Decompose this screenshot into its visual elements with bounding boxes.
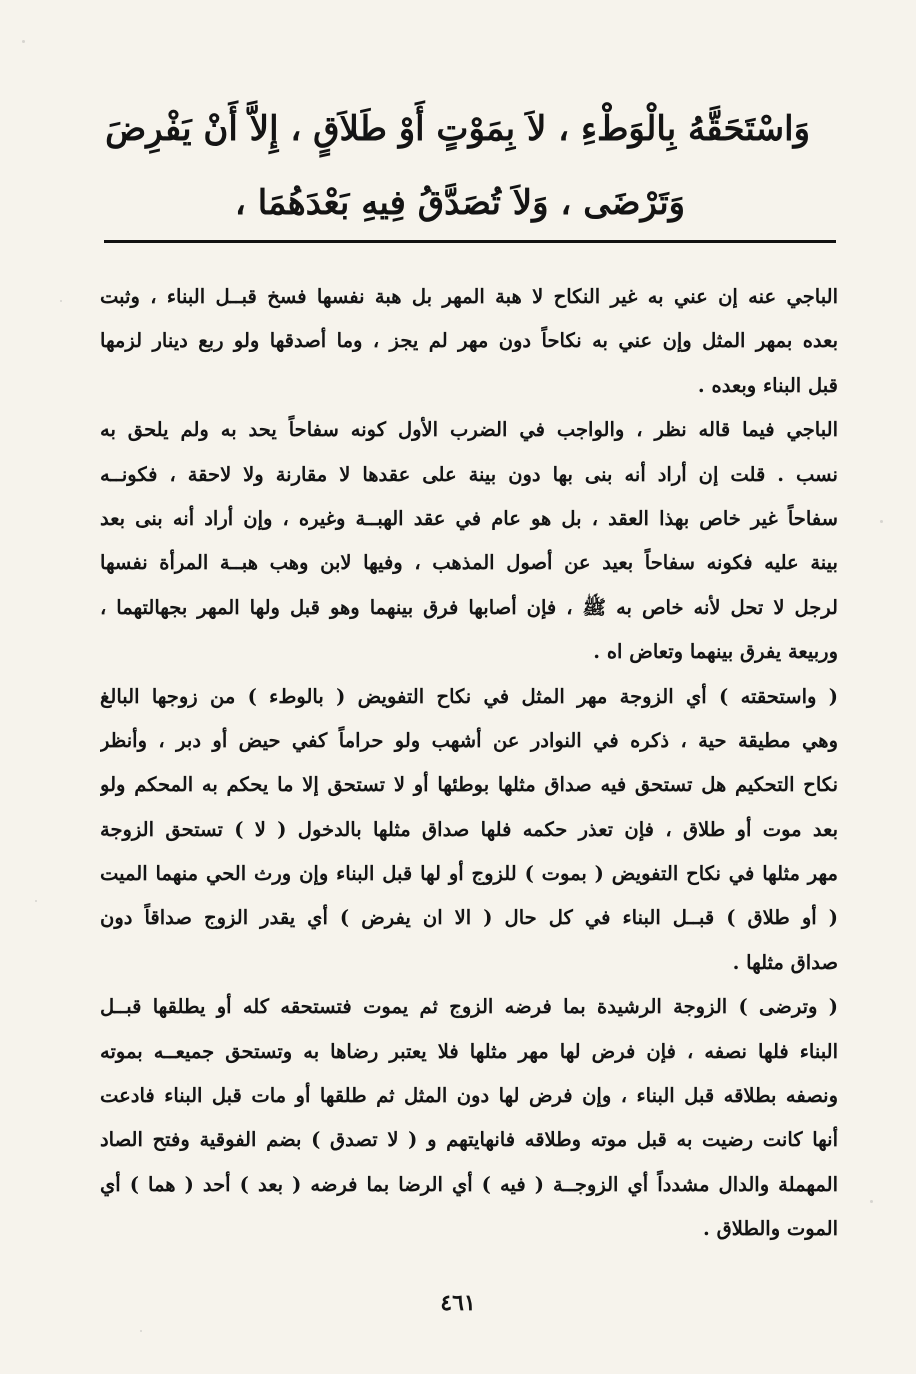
text-line: بعد موت أو طلاق ، فإن تعذر حكمه فلها صداق مثلها بالدخول ( لا ) تستحق الزوجة bbox=[100, 817, 838, 841]
text-line: بينة عليه فكونه سفاحاً بعيد عن أصول المذهب ، وفيها لابن وهب هبــة المرأة نفسها bbox=[100, 551, 838, 575]
scan-speck bbox=[140, 1330, 142, 1332]
text-line: ( واستحقته ) أي الزوجة مهر المثل في نكاح التفويض ( بالوطء ) من زوجها البالغ bbox=[100, 684, 838, 708]
text-line: صداق مثلها . bbox=[732, 950, 838, 974]
scan-speck bbox=[22, 40, 25, 43]
page-number: ٤٦١ bbox=[440, 1290, 476, 1316]
text-line: ( أو طلاق ) قبــل البناء في كل حال ( الا ان يفرض ) أي يقدر الزوج صداقاً دون bbox=[100, 906, 838, 930]
text-line: أنها كانت رضيت به قبل موته وطلاقه فانهايتهم و ( لا تصدق ) بضم الفوقية وفتح الصاد bbox=[100, 1128, 838, 1152]
text-line: ( وترضى ) الزوجة الرشيدة بما فرضه الزوج ثم يموت فتستحقه كله أو يطلقها قبــل bbox=[100, 995, 838, 1019]
text-line: وهي مطيقة حية ، ذكره في النوادر عن أشهب ولو حراماً كفي حيض أو دبر ، وأنظر bbox=[100, 728, 838, 752]
matn-verse bbox=[105, 92, 810, 240]
text-line: نكاح التحكيم هل تستحق فيه صداق مثلها بوطئها أو لا تستحق إلا ما يحكم به المحكم ولو bbox=[100, 773, 838, 797]
text-line: بعده بمهر المثل وإن عني به نكاحاً دون مهر لم يجز ، وما أصدقها ولو ربع دينار لزمها bbox=[100, 329, 838, 353]
text-line: وربيعة يفرق بينهما وتعاض اه . bbox=[593, 640, 838, 664]
scan-speck bbox=[60, 300, 62, 302]
scan-speck bbox=[870, 1200, 873, 1203]
text-line: قبل البناء وبعده . bbox=[697, 373, 838, 397]
text-line: الموت والطلاق . bbox=[703, 1217, 838, 1241]
separator-rule bbox=[104, 240, 836, 243]
text-line: الباجي فيما قاله نظر ، والواجب في الضرب الأول كونه سفاحاً يحد به ولم يلحق به bbox=[100, 418, 838, 442]
matn-line-2: وَتَرْضَى ، وَلاَ تُصَدَّقُ فِيهِ بَعْدَهُمَا ، bbox=[234, 183, 686, 223]
text-line: سفاحاً غير خاص بهذا العقد ، بل هو عام في عقد الهبــة وغيره ، وإن أراد أنه بنى بعد bbox=[100, 506, 838, 530]
text-line: نسب . قلت إن أراد أنه بنى بها دون بينة على عقدها لا مقارنة ولا لاحقة ، فكونــه bbox=[100, 462, 838, 486]
text-line: لرجل لا تحل لأنه خاص به ﷺ ، فإن أصابها فرق بينهما وهو قبل ولها المهر بجهالتهما ، bbox=[100, 595, 838, 619]
text-line: مهر مثلها في نكاح التفويض ( بموت ) للزوج أو لها قبل البناء وإن ورث الحي منهما الميت bbox=[100, 862, 838, 886]
text-line: ونصفه بطلاقه قبل البناء ، وإن فرض لها دون المثل ثم طلقها أو مات قبل البناء فادعت bbox=[100, 1084, 838, 1108]
scan-speck bbox=[35, 900, 37, 902]
text-line: الباجي عنه إن عني به غير النكاح لا هبة المهر بل هبة نفسها فسخ قبــل البناء ، وثبت bbox=[100, 285, 838, 308]
commentary-text bbox=[100, 275, 838, 1252]
text-line: البناء فلها نصفه ، فإن فرض لها مهر مثلها فلا يعتبر رضاها به وتستحق جميعــه بموته bbox=[100, 1039, 838, 1063]
text-line: المهملة والدال مشدداً أي الزوجــة ( فيه ) أي الرضا بما فرضه ( بعد ) أحد ( هما ) أي bbox=[100, 1172, 838, 1196]
matn-line-1: وَاسْتَحَقَّهُ بِالْوَطْءِ ، لاَ بِمَوْتٍ أَوْ طَلاَقٍ ، إِلاَّ أَنْ يَفْرِضَ bbox=[105, 109, 810, 149]
scan-speck bbox=[880, 520, 883, 523]
